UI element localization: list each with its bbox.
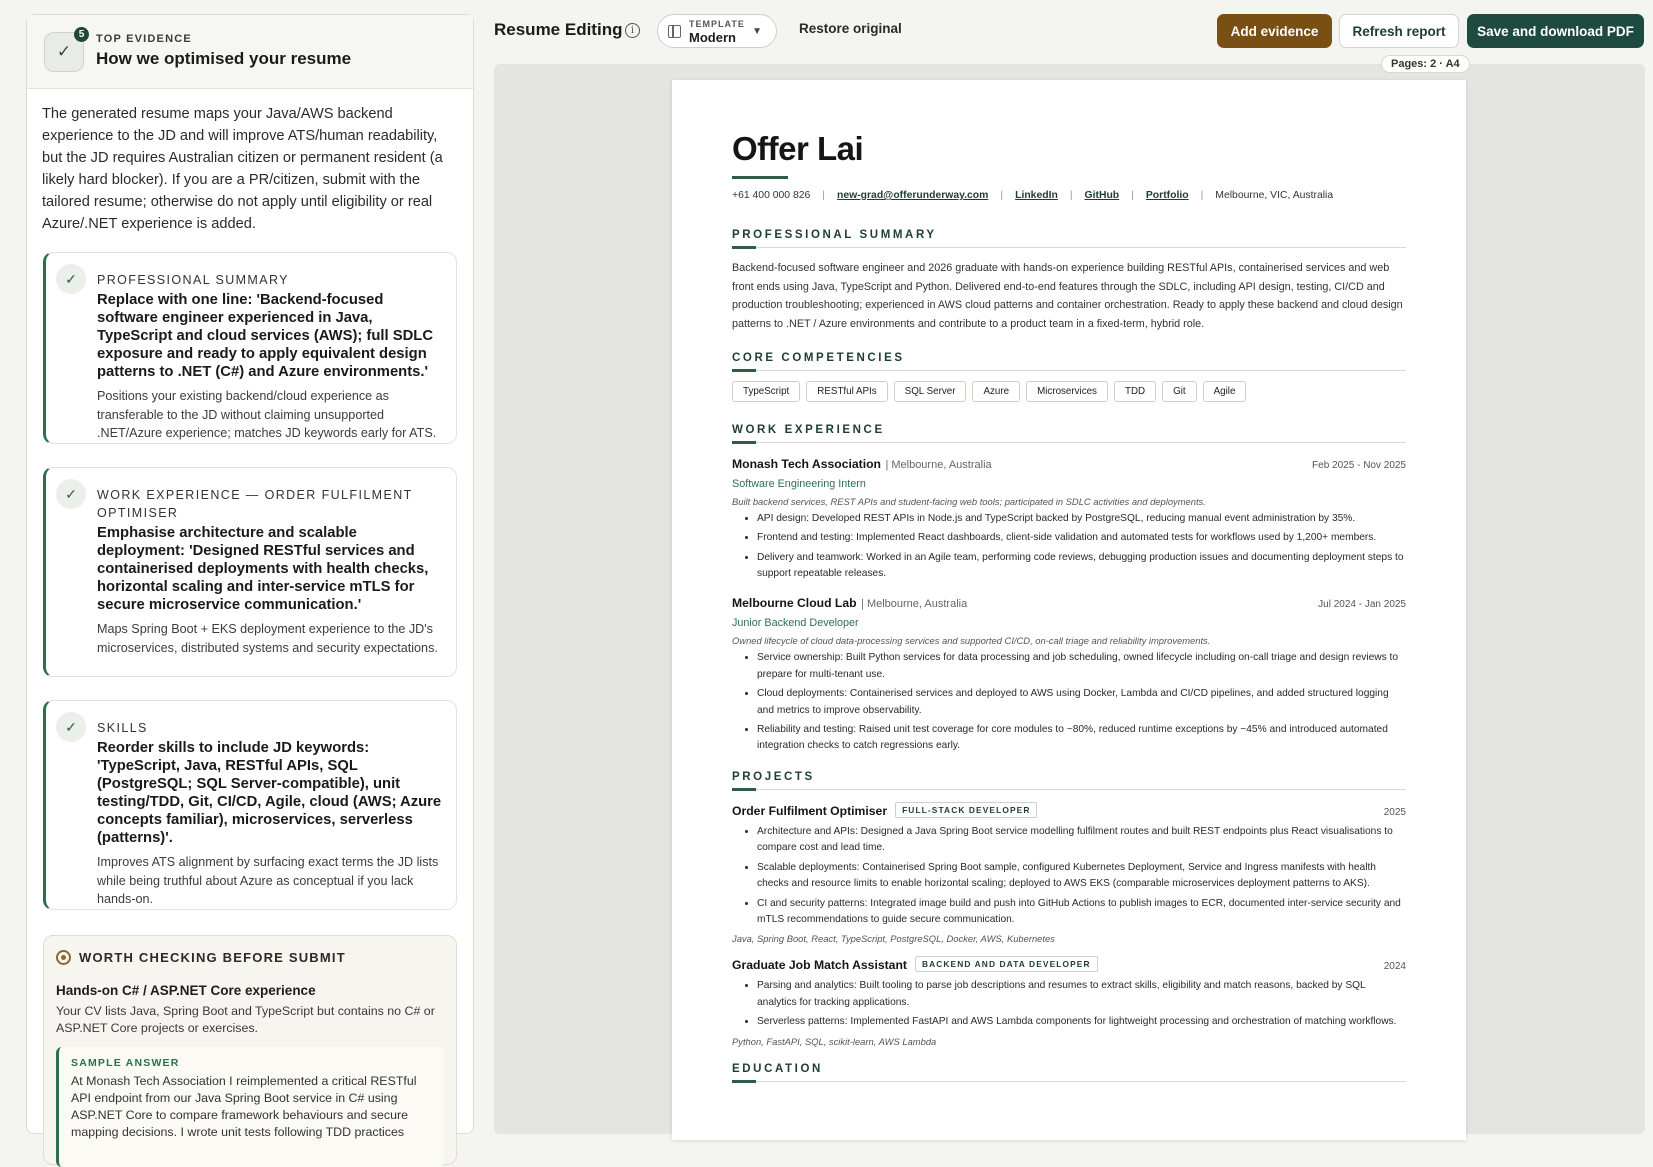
competency-chip: TDD (1114, 381, 1156, 402)
optimisation-summary: The generated resume maps your Java/AWS backend experience to the JD and will improve ATS/human readability, but the JD requires Australian citizen or permanent resident (a likely hard blocker). If you are a PR/citizen, submit with the tailored resume; otherwise do not apply until eligibility or real Azure/.NET experience is added. (42, 106, 443, 232)
job-bullet: • Service ownership: Built Python services for data processing and job scheduling, owned lifecycle including on-call triage and design reviews to prepare for multi-tenant use. (757, 650, 1406, 683)
panel-eyebrow: TOP EVIDENCE (96, 33, 192, 45)
section-heading-projects: PROJECTS (732, 771, 1406, 790)
evidence-count: 5 (74, 27, 89, 42)
suggestion-card-work-experience[interactable] (43, 467, 457, 677)
card-description: Maps Spring Boot + EKS deployment experience to the JD's microservices, distributed systems and security expectations. (97, 622, 438, 655)
job-bullet: • Delivery and teamwork: Worked in an Agile team, performing code reviews, debugging production issues and documenting deployment steps to support repeatable releases. (757, 550, 1406, 583)
project-entry (732, 956, 1406, 1046)
competency-chip: RESTful APIs (806, 381, 887, 402)
card-title: Replace with one line: 'Backend-focused software engineer experienced in Java, TypeScript and cloud services (AWS); full SDLC exposure and ready to apply equivalent design patterns to .NET (C#) and Azure environments.' (97, 292, 434, 380)
check-icon: ✓ (56, 712, 86, 742)
contact-separator: | (1200, 190, 1204, 201)
competency-chip: SQL Server (894, 381, 967, 402)
section-heading-summary: PROFESSIONAL SUMMARY (732, 229, 1406, 248)
worth-checking-question: Hands-on C# / ASP.NET Core experience (56, 983, 316, 998)
job-bullet: • Cloud deployments: Containerised services and deployed to AWS using Docker, Lambda and CI/CD pipelines, and added structured logging and metrics to improve observability. (757, 686, 1406, 719)
sample-answer[interactable] (56, 1047, 444, 1167)
optimisation-panel (26, 14, 474, 1139)
suggestion-card-summary[interactable] (43, 252, 457, 444)
job-entry (732, 594, 1406, 754)
sample-answer-label: SAMPLE ANSWER (71, 1057, 180, 1069)
page-title: Resume Editing (494, 20, 623, 39)
job-entry (732, 455, 1406, 583)
chevron-down-icon: ▼ (752, 26, 762, 37)
save-download-pdf-button[interactable]: Save and download PDF (1467, 14, 1644, 48)
job-summary: Built backend services, REST APIs and student-facing web tools; participated in SDLC activities and deployments. (732, 495, 1206, 507)
competency-chip: TypeScript (732, 381, 800, 402)
worth-checking-detail: Your CV lists Java, Spring Boot and TypeScript but contains no C# or ASP.NET Core projects or exercises. (56, 1004, 435, 1035)
job-role: Junior Backend Developer (732, 617, 859, 630)
card-title: Reorder skills to include JD keywords: 'TypeScript, Java, RESTful APIs, SQL (PostgreSQL; SQL Server-compatible), unit testing/TDD, Git, CI/CD, Agile, cloud (AWS; Azure concepts familiar), microservices, serverless (patterns)'. (97, 740, 442, 846)
project-bullet: • Serverless patterns: Implemented FastAPI and AWS Lambda components for lightweight processing and orchestration of matching workflows. (757, 1014, 1406, 1030)
job-dates: Jul 2024 - Jan 2025 (1318, 599, 1406, 611)
job-location: | Melbourne, Australia (861, 598, 968, 611)
contact-line (732, 190, 1406, 201)
project-role-tag: FULL-STACK DEVELOPER (895, 802, 1037, 818)
worth-checking-title: WORTH CHECKING BEFORE SUBMIT (79, 950, 346, 965)
restore-original-button[interactable]: Restore original (799, 21, 902, 36)
job-dates: Feb 2025 - Nov 2025 (1312, 459, 1406, 471)
contact-separator: | (1000, 190, 1004, 201)
panel-header (27, 15, 473, 89)
name-underline (732, 176, 788, 179)
project-bullet: • CI and security patterns: Integrated image build and push into GitHub Actions to publish images to ECR, documented inter-service security and mTLS recommendations to guide secure communication. (757, 896, 1406, 929)
job-bullet: • Reliability and testing: Raised unit test coverage for core modules to ~80%, reduced runtime exceptions by ~45% and introduced automated integration checks to catch regressions early. (757, 722, 1406, 755)
contact-separator: | (1069, 190, 1073, 201)
card-description: Positions your existing backend/cloud experience as transferable to the JD without claiming unsupported .NET/Azure experience; matches JD keywords early for ATS. (97, 389, 437, 440)
contact-separator: | (822, 190, 825, 201)
portfolio-link[interactable]: Portfolio (1145, 190, 1189, 201)
refresh-report-button[interactable]: Refresh report (1339, 14, 1459, 48)
job-bullets (757, 650, 1406, 754)
check-icon: ✓ (56, 479, 86, 509)
worth-checking-box (43, 935, 457, 1165)
project-year: 2025 (1383, 806, 1406, 818)
resume-name: Offer Lai (732, 130, 864, 167)
card-eyebrow: SKILLS (97, 721, 148, 735)
template-select[interactable] (657, 14, 777, 48)
job-company: Melbourne Cloud Lab (732, 596, 857, 611)
panel-title: How we optimised your resume (96, 49, 352, 68)
competency-chip: Azure (972, 381, 1020, 402)
job-role: Software Engineering Intern (732, 477, 866, 490)
template-label: TEMPLATE (689, 19, 745, 29)
competency-chip: Agile (1203, 381, 1247, 402)
competency-chip: Microservices (1026, 381, 1108, 402)
project-bullet: • Scalable deployments: Containerised Spring Boot sample, configured Kubernetes Deployment, Service and Ingress manifests with health checks and resource limits to enable horizontal scaling; deployed to AWS EKS (comparable microservices deployment patterns to AKS). (757, 860, 1406, 893)
template-value: Modern (689, 30, 736, 45)
suggestion-card-skills[interactable] (43, 700, 457, 910)
page-count-badge: Pages: 2 · A4 (1381, 55, 1470, 73)
sample-answer-text: At Monash Tech Association I reimplemented a critical RESTful API endpoint from our Java Spring Boot service in C# using ASP.NET Core to compare framework behaviours and secure mapping decisions. I wrote unit tests following TDD practices (71, 1074, 417, 1139)
job-location: | Melbourne, Australia (885, 458, 992, 471)
job-bullet: • Frontend and testing: Implemented React dashboards, client-side validation and automated tests for workflows used by 1,200+ members. (757, 530, 1406, 546)
project-bullets (757, 978, 1406, 1030)
project-bullet: • Parsing and analytics: Built tooling to parse job descriptions and resumes to extract skills, eligibility and match reasons, backed by SQL analytics for tracking applications. (757, 978, 1406, 1011)
card-title: Emphasise architecture and scalable deployment: 'Designed RESTful services and containerised deployments with health checks, horizontal scaling and inter-service mTLS for secure microservice communication.' (97, 525, 429, 613)
contact-location: Melbourne, VIC, Australia (1215, 190, 1334, 201)
check-icon: ✓ (56, 42, 72, 61)
resume-page[interactable] (672, 80, 1466, 1140)
layout-icon (668, 25, 681, 38)
project-stack: Python, FastAPI, SQL, scikit-learn, AWS Lambda (732, 1035, 937, 1047)
competency-chip: Git (1162, 381, 1197, 402)
resume-summary: Backend-focused software engineer and 2026 graduate with hands-on experience building RESTful APIs, containerised services and web front ends using Java, TypeScript and Python. Delivered end-to-end features through the SDLC, including API design, testing, CI/CD and production troubleshooting; experienced in AWS cloud patterns and container orchestration. Ready to apply these backend and cloud design patterns to .NET / Azure environments and contribute to a product team in a fixed-term, hybrid role. (732, 262, 1403, 331)
contact-email-link[interactable]: new-grad@offerunderway.com (837, 190, 989, 201)
job-bullet: • API design: Developed REST APIs in Node.js and TypeScript backed by PostgreSQL, reducing manual event administration by 35%. (757, 511, 1406, 527)
card-eyebrow: WORK EXPERIENCE — ORDER FULFILMENT OPTIMISER (97, 488, 413, 520)
section-heading-competencies: CORE COMPETENCIES (732, 352, 1406, 371)
job-summary: Owned lifecycle of cloud data-processing services and supported CI/CD, on-call triage and reliability improvements. (732, 635, 1211, 647)
target-icon (56, 950, 71, 965)
project-role-tag: BACKEND AND DATA DEVELOPER (915, 956, 1098, 972)
section-heading-education: EDUCATION (732, 1063, 1406, 1082)
project-bullets (757, 824, 1406, 928)
github-link[interactable]: GitHub (1084, 190, 1120, 201)
job-bullets (757, 511, 1406, 583)
contact-separator: | (1131, 190, 1134, 201)
card-eyebrow: PROFESSIONAL SUMMARY (97, 273, 289, 287)
project-name: Graduate Job Match Assistant (732, 958, 907, 973)
job-company: Monash Tech Association (732, 456, 881, 471)
project-stack: Java, Spring Boot, React, TypeScript, PostgreSQL, Docker, AWS, Kubernetes (732, 933, 1055, 945)
card-description: Improves ATS alignment by surfacing exact terms the JD lists while being truthful about Azure as conceptual if you lack hands-on. (97, 855, 439, 906)
project-bullet: • Architecture and APIs: Designed a Java Spring Boot service modelling fulfilment routes and built REST endpoints plus React visualisations to compare cost and lead time. (757, 824, 1406, 857)
add-evidence-button[interactable]: Add evidence (1217, 14, 1332, 48)
project-entry (732, 802, 1406, 944)
contact-phone: +61 400 000 826 (732, 190, 811, 201)
section-heading-work: WORK EXPERIENCE (732, 424, 1406, 443)
check-icon: ✓ (56, 264, 86, 294)
linkedin-link[interactable]: LinkedIn (1015, 190, 1058, 201)
evidence-badge (44, 29, 85, 72)
project-name: Order Fulfilment Optimiser (732, 803, 888, 818)
project-year: 2024 (1383, 961, 1406, 973)
info-icon[interactable]: i (625, 23, 640, 38)
competency-chips (732, 381, 1406, 402)
